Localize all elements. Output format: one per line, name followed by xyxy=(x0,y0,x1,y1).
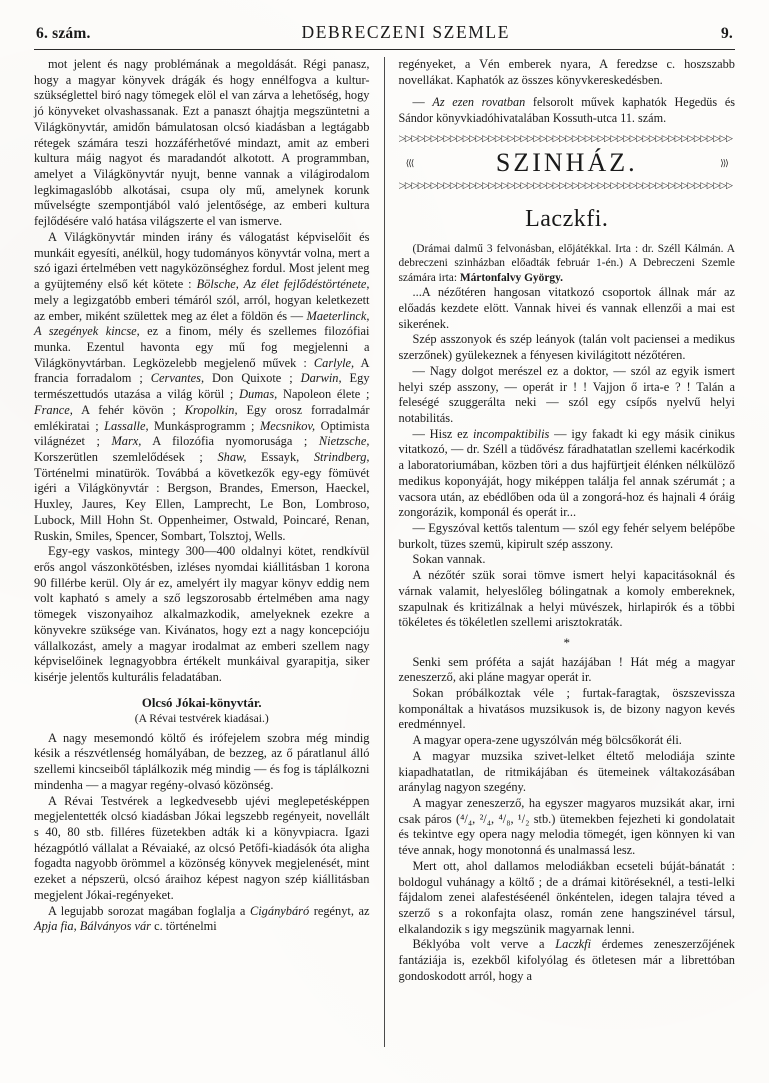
section-heading: Olcsó Jókai-könyvtár. xyxy=(141,695,262,710)
paragraph: A nézőtér szük sorai tömve ismert helyi kapacitásoknál és várnak valamit, helyeslőleg bólingatnak a komoly embereknek, szapulnak és kritizálnak a helyi müvészek, hirlapirók és a többi tökéletes és tökéletlen szellemi arisztokraták. xyxy=(398,568,735,630)
banner-ornament-right: ⟩⟩⟩ xyxy=(720,158,728,169)
page-number: 9. xyxy=(720,25,733,42)
paragraph: Szép asszonyok és szép leányok (talán volt paciensei a medikus szerzőnek) gyülekeznek a fényesen kivilágitott nézőtéren. xyxy=(398,332,735,363)
issue-number: 6. szám. xyxy=(36,25,91,42)
theatre-banner xyxy=(399,135,736,192)
right-column xyxy=(385,57,736,1047)
banner-ornament-left: ⟨⟨⟨ xyxy=(405,158,414,169)
paragraph: Senki sem próféta a saját hazájában ! Hát még a magyar zeneszerző, aki pláne magyar operát ir. xyxy=(398,654,735,685)
head-rule xyxy=(34,49,735,50)
paragraph: Sokan próbálkoztak véle ; furtak-faragtak, öszszevissza komponáltak a hivatásos muzsikusok is, de bizony nagyon kevés eredménnyel. xyxy=(398,685,735,732)
paragraph: A Révai Testvérek a legkedvesebb ujévi meglepetésképpen megjelentették olcsó kiadásban Jókai legszebb regényeit, novellált s 40, 80 stb. filléres füzetekben adták ki a könyvpiacra. Igazi hézagpótló vállalat a Révaiaké, az olcsó Petőfi-kiadásók óta aligha fogadta nagyobb örömmel a közönség könyvek megjelenését, mint ezeket a népszerü, olcsó áraihoz képest nagyon szép kiállitásban megjelent Jókai-regényeket. xyxy=(34,793,370,902)
paragraph: ...A nézőtéren hangosan vitatkozó csoportok állnak már az előadás kezdete elött. Vannak hivei és vannak ellenzői a mai est sikerének. xyxy=(398,285,735,331)
paragraph: A Világkönyvtár minden irány és válogatást képviselőit és munkáit egyesíti, anélkül, hogy tudományos könyvtár volna, mert a szó igazi értelmében vett nagyközönséghez fordul. Most jelent meg a gyüjtemény első két kötete : Bölsche, Az élet fejlődéstörténete, mely a legizgatóbb emberi témáról szól, arról, hogyan keletkezett az ember, miként születtek meg az élet a földön és — Maeterlinck, A szegények kincse, ez a finom, mély és szellemes filozófiai munka. Ezentul havonta egy mű fog megjelenni a Világkönyvtárban. Legközelebb megjelenő művek : Carlyle, A francia forradalom ; Cervantes, Don Quixote ; Darwin, Egy természettudós utazása a világ körül ; Dumas, Napoleon élete ; France, A fehér kövön ; Kropolkin, Egy orosz forradalmár emlékiratai ; Lassalle, Munkásprogramm ; Mecsnikov, Optimista világnézet ; Marx, A filozófia nyomorusága ; Nietzsche, Korszerütlen szemlelődések ; Shaw, Essayk, Strindberg, Történelmi minatürök. Továbbá a következők egy-egy fömüvét igéri a Világkönyvtár : Bergson, Brandes, Emerson, Haeckel, Huxley, Jaures, Key Ellen, Lamprecht, Le Bon, Lombroso, Lubock, Mill Hohn St. Oppenheimer, Ostwald, Poincaré, Renan, Ruskin, Smiles, Spencer, Sombart, Tolsztoj, Wells. xyxy=(34,229,370,543)
paragraph: Mert ott, ahol dallamos melodiákban ecseteli búját-bánatát : boldogul vuhánagy a költő ; de a drámai kitöréseknél, a testi-lelki fájdalom zenei alafestéséenél önkéntelen, idegen talajra téved a szerző s a rokonfajta olasz, román zene hangszinével társul, elkalandozik s igy megszünik magyarnak lenni. xyxy=(398,858,735,936)
paragraph: A magyar muzsika szivet-lelket éltető melodiája szinte kiapadhatatlan, de ritmikájában és ütemeinek váltakozásában aránylag nagyon szegény. xyxy=(398,748,735,795)
paragraph: A magyar opera-zene ugyszólván még bölcsőkorát éli. xyxy=(412,733,682,748)
paragraph: — Nagy dolgot merészel ez a doktor, — szól az egyik ismert helyi szép asszony, — operát ir ! ! Vajjon ő irta-e ? ! Talán a feleségé szuggerálta neki — szól egy csípős nyelvű helyi notabilitás. xyxy=(398,363,735,425)
play-title: Laczkfi. xyxy=(525,206,609,233)
running-head xyxy=(34,22,735,47)
section-divider-asterisk: * xyxy=(563,635,570,651)
paragraph: — Egyszóval kettős talentum — szól egy fehér selyem belépőbe burkolt, tüzes szemü, kipirult szép asszony. xyxy=(398,521,735,551)
paragraph: mot jelent és nagy problémának a megoldását. Régi panasz, hogy a magyar könyvek drágák és hogy ennélfogva a kultur-szükséglettel biró nagy tömegek elöl el van zárva a lehetőség, hogy jó könyveket olvashassanak. Ezt a panaszt óhajtja megszüntetni a Világkönyvtár, amidőn bámulatosan olcsó kiadásban a legtágabb rétegek számára teszi hozzáférhetővé mindazt, amit az emberi kultura máig nagyot és maradandót alkotott. A programmban, amelyet a Világkönyvtár nyujt, benne vannak a világirodalom legkimagaslóbb alkotásai, csupa oly mű, amelynek korunk művelségte szempontjából való jelentősége, az emberi kultura fejlődésére való hatása világszerte el van ismerve. xyxy=(34,57,370,229)
paragraph: A magyar zeneszerző, ha egyszer magyaros muzsikát akar, irni csak páros (⁴/₄, ²/₄, ⁴/₈, ¹/₂ stb.) ütemekben fejezheti ki gondolatait és tekintve egy opera nagy melodia tömegét, igen könnyen ki van téve annak, hogy monotonná és unalmassá lesz. xyxy=(398,795,735,858)
publication-title: DEBRECZENI SZEMLE xyxy=(301,22,511,42)
paragraph: — Hisz ez incompaktibilis — igy fakadt ki egy másik cinikus vitatkozó, — dr. Széll a tüdővész fáradhatatlan szellemi kacérkodik a laboratoriumában, közben töri a dus hajfürtjeit élénken nélkülöző medikus koponyáját, hogy miképpen találja fel annak szérumát ; a vacsora után, az ebédlőben oda ül a zongorá-hoz és hajnali 4 óráig zongorázik, komponál és operát ir... xyxy=(398,426,735,520)
paragraph: Sokan vannak. xyxy=(412,552,486,567)
banner-ornament-bottom: ▷▷▷▷▷▷▷▷▷▷▷▷▷▷▷▷▷▷▷▷▷▷▷▷▷▷▷▷▷▷▷▷▷▷▷▷▷▷▷▷▷▷▷▷▷▷▷▷▷▷▷▷ xyxy=(398,182,733,192)
paragraph: Egy-egy vaskos, mintegy 300—400 oldalnyi kötet, rendkívül erős angol vászonkötésben, izléses nyomdai kiállitásban 1 korona 90 fillérbe kerül. Oly ár ez, amelyért ily magyar könyv eddig nem volt kapható s amely a sző legszorosabb értelmében ama nagy tömegek viszonyaihoz alkalmazkodik, amelyeknek ezekre a könyvekre szüksége van. Kivánatos, hogy ezt a nagy koncepcióju vállalkozást, amely a magyar irodalmat az emberi szellem nagy képviselőinek legnagyobbra értékelt munkáival gyarapitja, siker kisérje jelentős kulturális feladatában. xyxy=(34,544,370,685)
column-container xyxy=(34,57,735,1047)
paragraph: A legujabb sorozat magában foglalja a Cigánybáró regényt, az Apja fia, Bálványos vár c. történelmi xyxy=(34,903,370,934)
left-column xyxy=(34,57,385,1047)
paragraph: A nagy mesemondó költő és irófejelem szobra még mindig késik a részvétlenség homályában, de bezzeg, az ő páratlanul álló szellemi kincseiből táplálkozik még mindig — és fog is táplálkozni mindenha — a magyar regény-olvasó közönség. xyxy=(34,730,370,792)
section-subheading: (A Révai testvérek kiadásai.) xyxy=(134,711,269,725)
editorial-notice: — Az ezen rovatban felsorolt művek kaphatók Hegedüs és Sándor könyvkiadóhivatalában Kossuth-utca 11. szám. xyxy=(398,95,735,125)
paragraph: Béklyóba volt verve a Laczkfi érdemes zeneszerzőjének fantáziája is, ezekből kifolyólag és ötletesen már a librettóban gondoskodott arról, hogy a xyxy=(398,937,735,983)
paragraph: regényeket, a Vén emberek nyara, A feredzse c. hoszszabb novellákat. Kaphatók az összes könyvkereskedésben. xyxy=(398,57,735,87)
theatre-section-title: SZINHÁZ. xyxy=(495,148,638,178)
play-credits: (Drámai dalmű 3 felvonásban, előjátékkal. Irta : dr. Széll Kálmán. A debreczeni szinházban előadták február 1-én.) A Debreczeni Szemle számára irta: Mártonfalvy György. xyxy=(398,242,735,284)
banner-ornament-top: ▷▷▷▷▷▷▷▷▷▷▷▷▷▷▷▷▷▷▷▷▷▷▷▷▷▷▷▷▷▷▷▷▷▷▷▷▷▷▷▷▷▷▷▷▷▷▷▷▷▷▷▷ xyxy=(398,135,733,145)
